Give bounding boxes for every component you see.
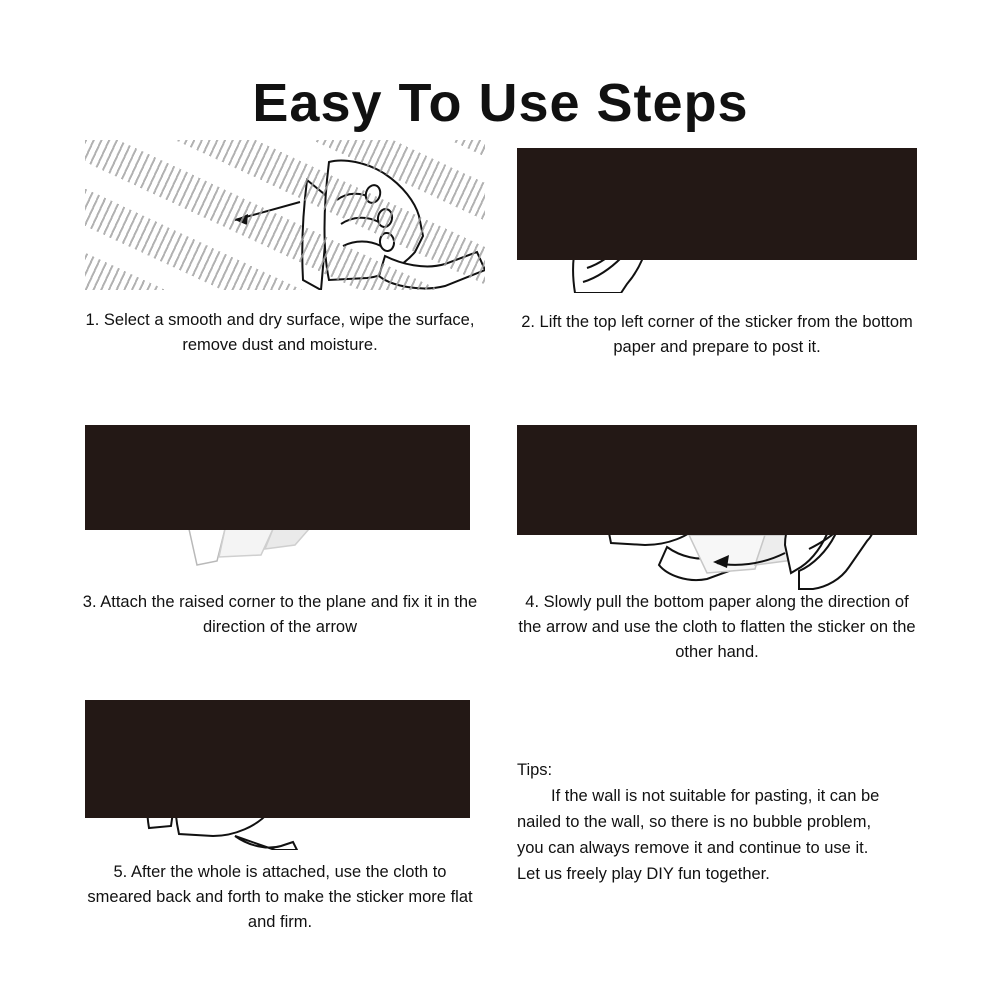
step-5-figure bbox=[85, 700, 470, 850]
tips-block bbox=[517, 757, 892, 887]
step-3-number: 3. bbox=[82, 593, 97, 611]
step-4-caption bbox=[517, 590, 917, 665]
step-5-number: 5. bbox=[113, 863, 128, 881]
sticker-panel-5 bbox=[85, 700, 470, 818]
step-3-caption bbox=[80, 590, 480, 640]
step-1-text: Select a smooth and dry surface, wipe the surface, remove dust and moisture. bbox=[103, 311, 475, 354]
step-5-text: After the whole is attached, use the cloth to smeared back and forth to make the sticker more flat and firm. bbox=[87, 863, 473, 931]
step-4-text: Slowly pull the bottom paper along the direction of the arrow and use the cloth to flatten the sticker on the other hand. bbox=[518, 593, 916, 661]
step-2-number: 2. bbox=[521, 313, 535, 331]
sticker-panel-3 bbox=[85, 425, 470, 530]
page-title: Easy To Use Steps bbox=[252, 73, 749, 133]
tips-body: If the wall is not suitable for pasting, it can be nailed to the wall, so there is no bubble problem, you can always remove it and continue to use it. Let us freely play DIY fun together. bbox=[517, 787, 880, 883]
sticker-panel-2 bbox=[517, 148, 917, 260]
step-1-number: 1. bbox=[85, 311, 100, 329]
step-2-text: Lift the top left corner of the sticker from the bottom paper and prepare to post it. bbox=[539, 313, 913, 356]
step-3-text: Attach the raised corner to the plane and fix it in the direction of the arrow bbox=[100, 593, 478, 636]
sticker-panel-4 bbox=[517, 425, 917, 535]
step-4-figure bbox=[517, 425, 917, 590]
step-1-figure bbox=[85, 140, 485, 290]
step-5-caption bbox=[80, 860, 480, 935]
hatched-surface-pattern bbox=[85, 140, 485, 290]
tips-heading: Tips: bbox=[517, 761, 553, 779]
step-2-caption bbox=[517, 310, 917, 360]
step-1-caption bbox=[80, 308, 480, 358]
step-2-figure bbox=[517, 148, 917, 293]
step-4-number: 4. bbox=[525, 593, 540, 611]
step-3-figure bbox=[85, 425, 470, 570]
